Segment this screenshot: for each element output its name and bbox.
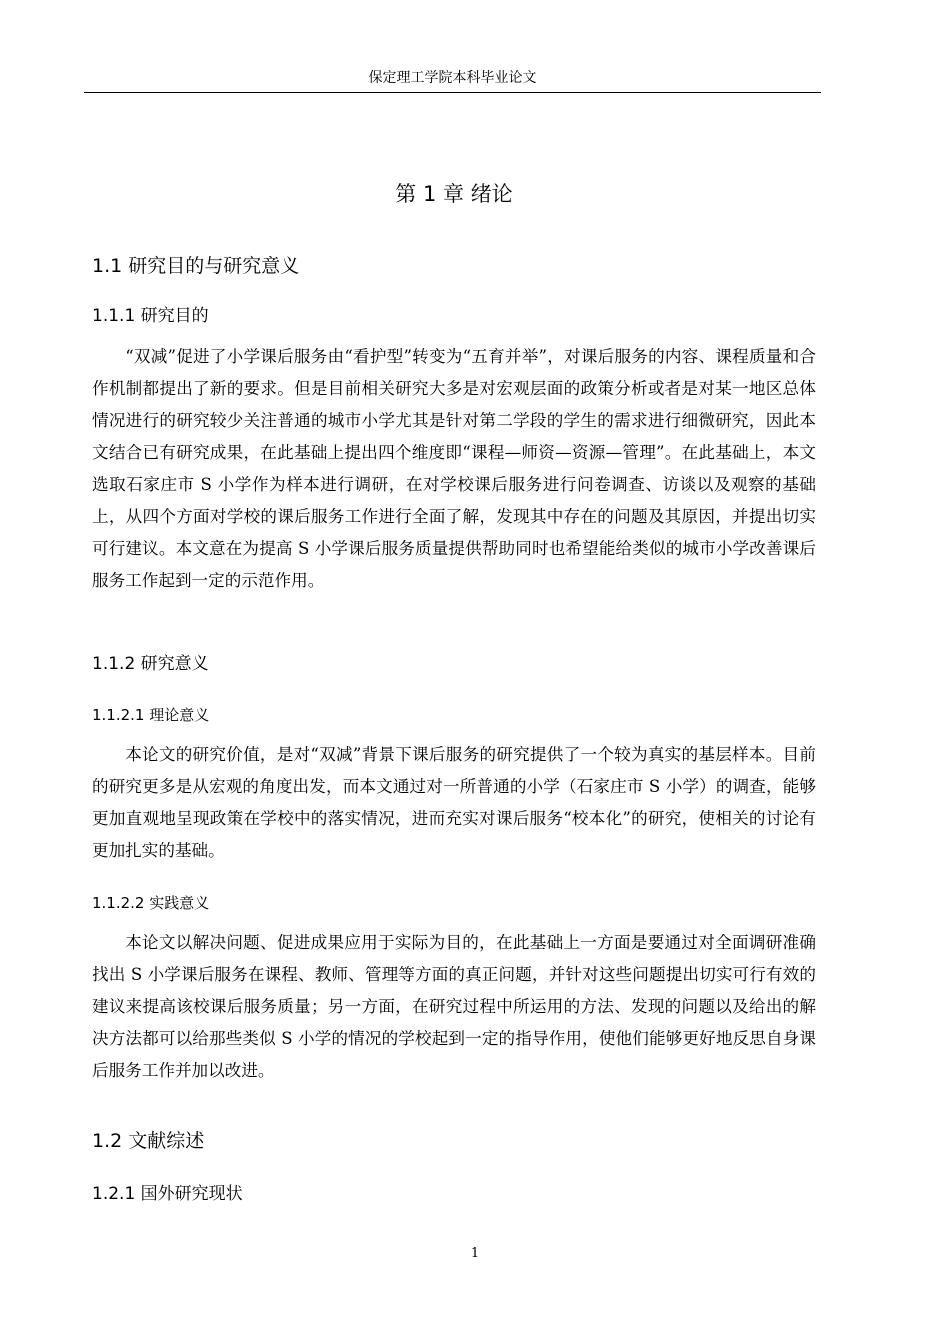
section-heading-1-1: 1.1 研究目的与研究意义 — [92, 255, 300, 277]
section-heading-1-1-2-1: 1.1.2.1 理论意义 — [92, 706, 210, 724]
section-heading-1-2: 1.2 文献综述 — [92, 1130, 205, 1152]
paragraph-research-purpose: “双减”促进了小学课后服务由“看护型”转变为“五育并举”，对课后服务的内容、课程质量和合作机制都提出了新的要求。但是目前相关研究大多是对宏观层面的政策分析或者是对某一地区总体情况进行的研究较少关注普通的城市小学尤其是针对第二学段的学生的需求进行细微研究，因此本文结合已有研究成果，在此基础上提出四个维度即“课程—师资—资源—管理”。在此基础上，本文选取石家庄市 S 小学作为样本进行调研，在对学校课后服务进行问卷调查、访谈以及观察的基础上，从四个方面对学校的课后服务工作进行全面了解，发现其中存在的问题及其原因，并提出切实可行建议。本文意在为提高 S 小学课后服务质量提供帮助同时也希望能给类似的城市小学改善课后服务工作起到一定的示范作用。 — [92, 347, 816, 590]
running-header: 保定理工学院本科毕业论文 — [84, 64, 821, 93]
paragraph-theoretical-significance: 本论文的研究价值，是对“双减”背景下课后服务的研究提供了一个较为真实的基层样本。目前的研究更多是从宏观的角度出发，而本文通过对一所普通的小学（石家庄市 S 小学）的调查，能够更加直观地呈现政策在学校中的落实情况，进而充实对课后服务“校本化”的研究，使相关的讨论有更加扎实的基础。 — [92, 745, 816, 860]
section-heading-1-2-1: 1.2.1 国外研究现状 — [92, 1184, 243, 1204]
section-heading-1-1-2-2: 1.1.2.2 实践意义 — [92, 894, 210, 912]
section-heading-1-1-2: 1.1.2 研究意义 — [92, 654, 209, 674]
chapter-title: 第 1 章 绪论 — [395, 182, 513, 206]
section-heading-1-1-1: 1.1.1 研究目的 — [92, 306, 209, 326]
page-number: 1 — [470, 1246, 480, 1261]
paragraph-practical-significance: 本论文以解决问题、促进成果应用于实际为目的，在此基础上一方面是要通过对全面调研准确找出 S 小学课后服务在课程、教师、管理等方面的真正问题，并针对这些问题提出切实可行有效的建议来提高该校课后服务质量；另一方面，在研究过程中所运用的方法、发现的问题以及给出的解决方法都可以给那些类似 S 小学的情况的学校起到一定的指导作用，使他们能够更好地反思自身课后服务工作并加以改进。 — [92, 933, 816, 1080]
